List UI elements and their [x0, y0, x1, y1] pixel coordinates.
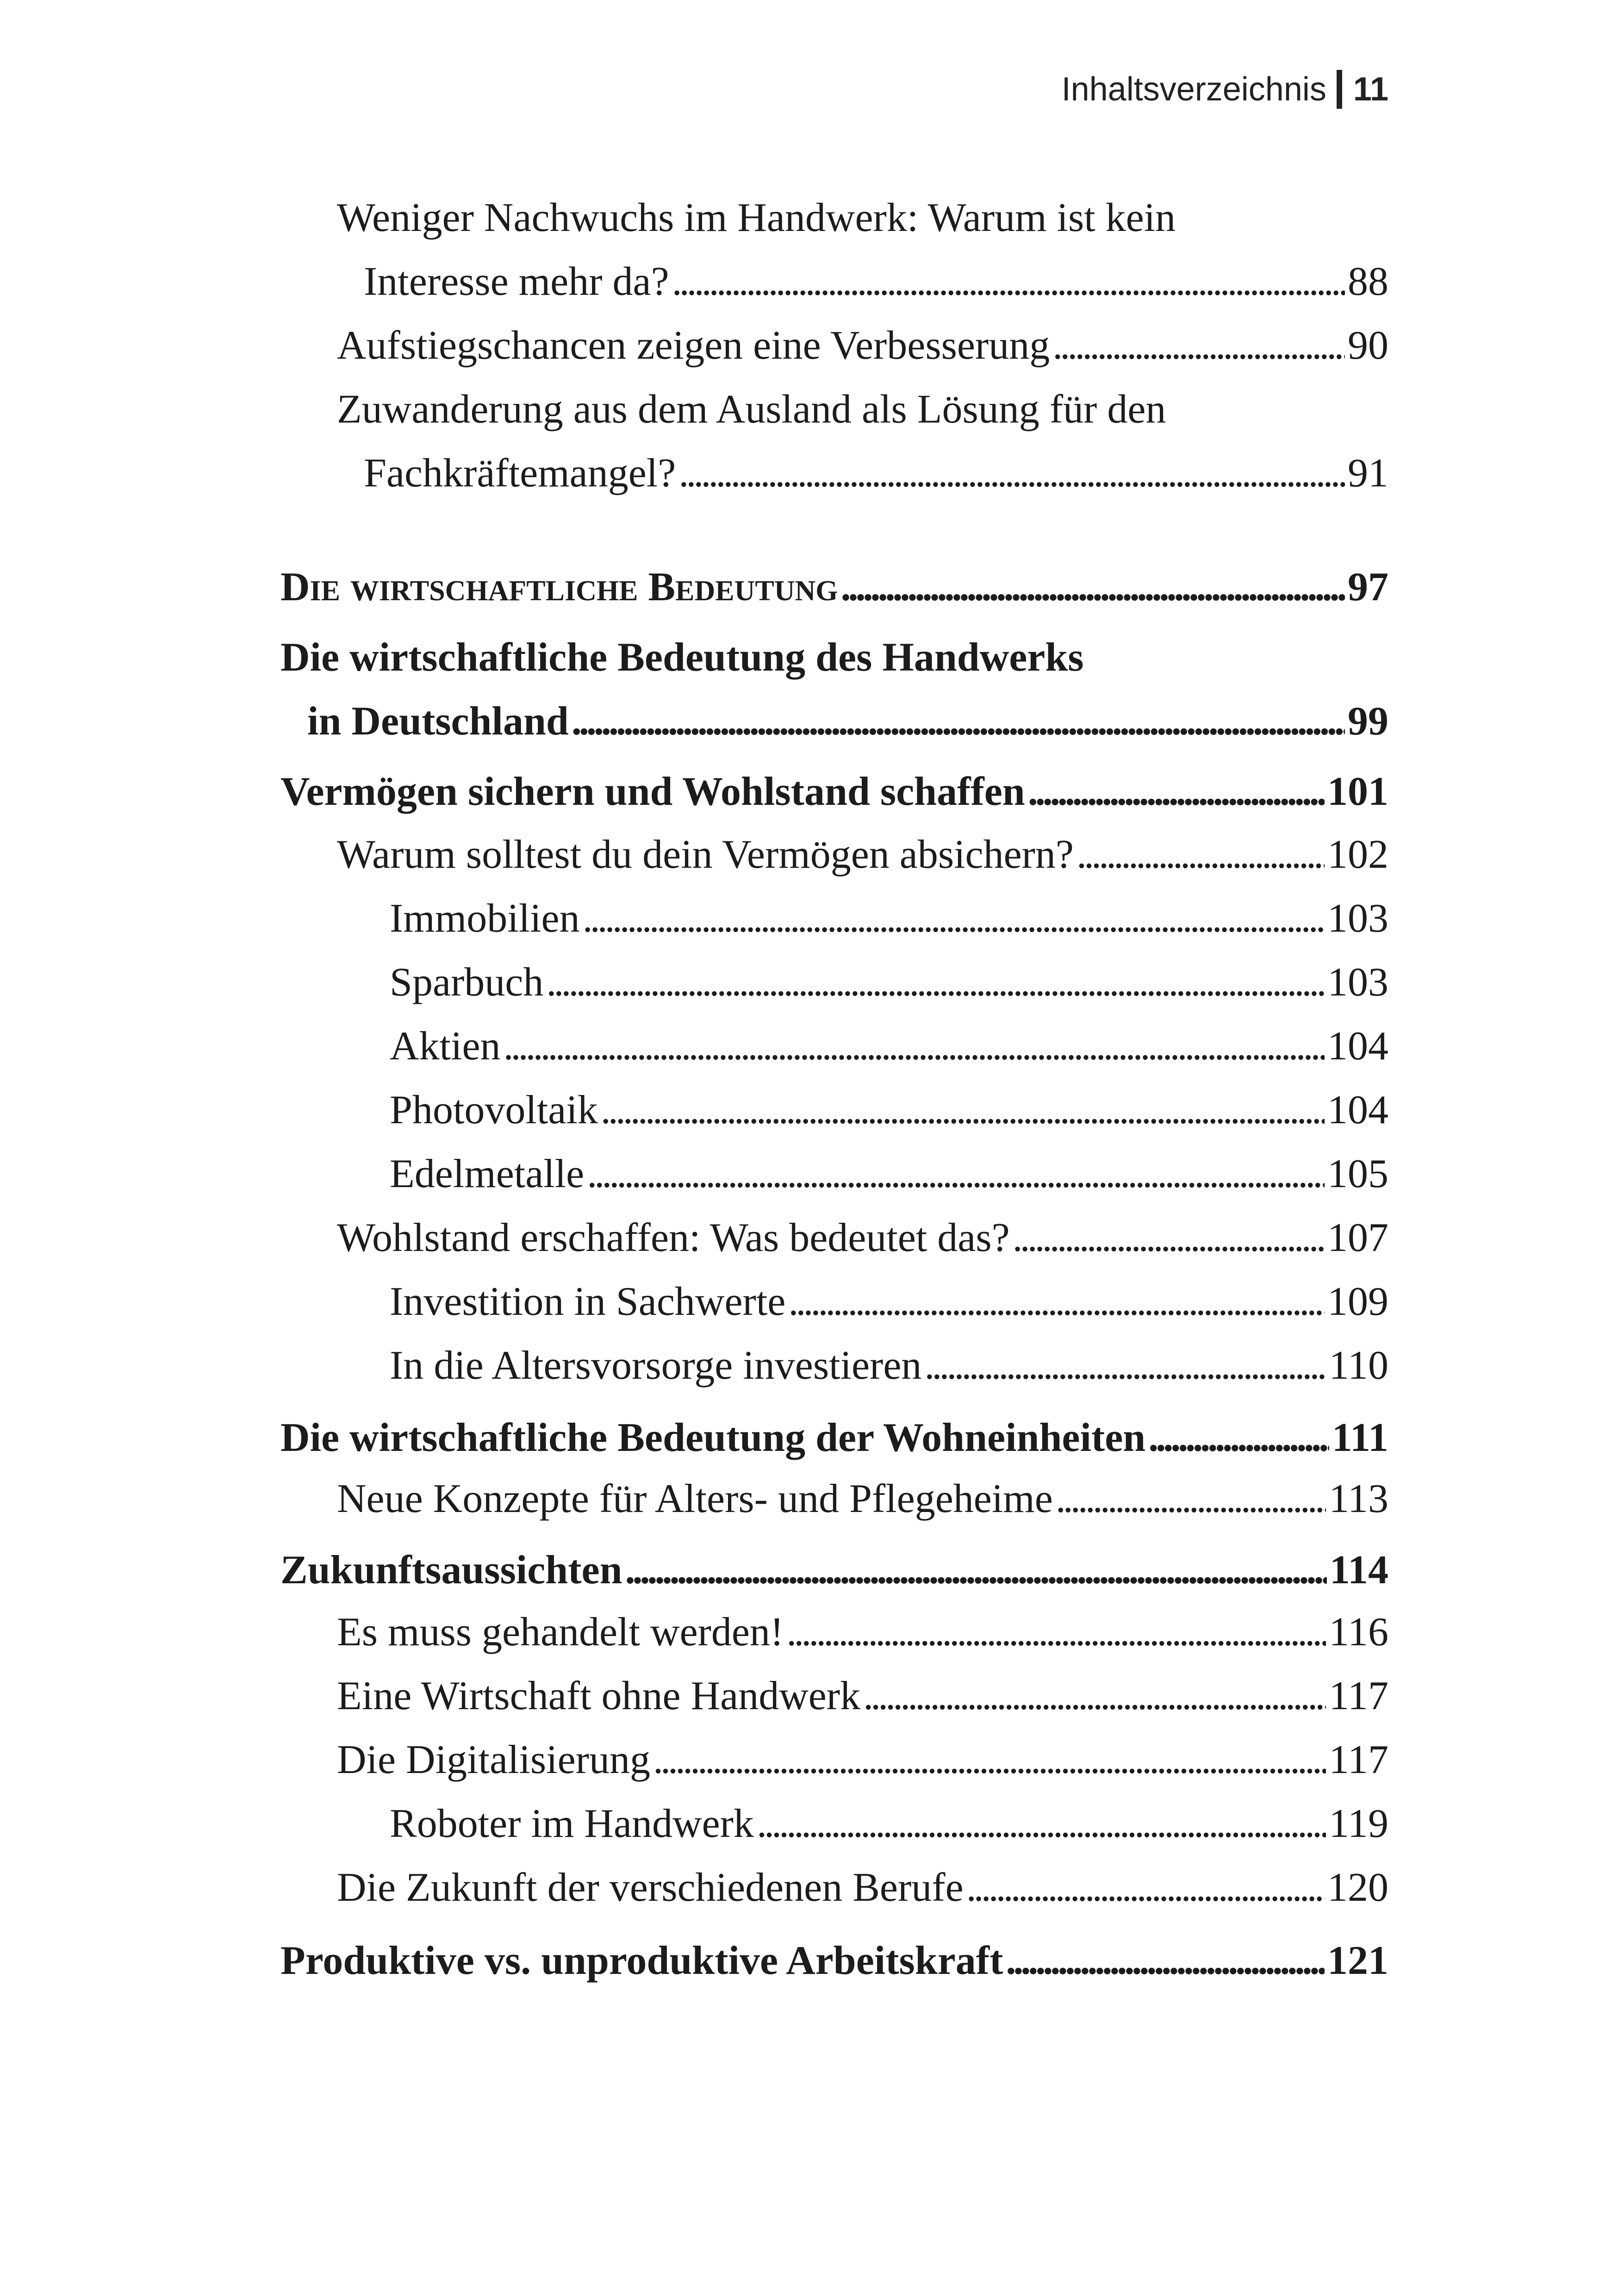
toc-entry[interactable] — [337, 322, 1388, 369]
toc-page-number: 113 — [1329, 1476, 1388, 1521]
dot-leader — [572, 698, 1345, 745]
toc-page-number: 104 — [1327, 1088, 1388, 1132]
toc-entry-title: Die wirtschaftliche Bedeutung der Wohneinheiten — [280, 1415, 1146, 1460]
toc-entry[interactable] — [337, 1214, 1388, 1261]
toc-page-number: 111 — [1332, 1415, 1388, 1460]
dot-leader — [841, 564, 1345, 610]
toc-subentry[interactable] — [390, 895, 1388, 942]
toc-entry-title: Fachkräftemangel? — [364, 451, 676, 496]
dot-leader — [1006, 1937, 1325, 1984]
toc-entry-title: Die wirtschaftliche Bedeutung — [280, 565, 838, 610]
dot-leader — [583, 895, 1325, 942]
toc-subentry[interactable] — [390, 1342, 1388, 1389]
toc-entry-title: Interesse mehr da? — [364, 259, 669, 304]
dot-leader — [788, 1278, 1325, 1325]
toc-entry[interactable] — [337, 1609, 1388, 1655]
toc-entry-title: Es muss gehandelt werden! — [337, 1610, 784, 1655]
toc-entry-line[interactable]: Zuwanderung aus dem Ausland als Lösung für den — [337, 387, 1166, 432]
toc-entry-line[interactable]: Die wirtschaftliche Bedeutung des Handwerks — [280, 635, 1084, 680]
toc-chapter[interactable] — [307, 698, 1388, 745]
toc-page-number: 101 — [1327, 769, 1388, 814]
toc-entry-title: Die Zukunft der verschiedenen Berufe — [337, 1865, 964, 1910]
header-title: Inhaltsverzeichnis — [1061, 71, 1326, 108]
toc-page-number: 116 — [1329, 1610, 1388, 1655]
dot-leader — [863, 1673, 1326, 1719]
dot-leader — [786, 1609, 1326, 1655]
toc-page-number: 103 — [1327, 896, 1388, 941]
toc-page-number: 99 — [1348, 699, 1388, 744]
dot-leader — [653, 1736, 1326, 1783]
dot-leader — [1013, 1214, 1325, 1261]
toc-page-number: 120 — [1327, 1865, 1388, 1910]
toc-chapter[interactable] — [280, 1414, 1388, 1461]
dot-leader — [1077, 831, 1325, 878]
toc-subentry[interactable] — [390, 1023, 1388, 1070]
toc-part-heading[interactable] — [280, 564, 1388, 610]
dot-leader — [924, 1342, 1326, 1389]
header-page-number: 11 — [1353, 71, 1388, 108]
toc-entry-title: Edelmetalle — [390, 1151, 585, 1196]
toc-entry-title: Produktive vs. unproduktive Arbeitskraft — [280, 1938, 1003, 1983]
toc-entry-title: Aktien — [390, 1024, 501, 1069]
toc-entry-title: Investition in Sachwerte — [390, 1279, 786, 1324]
toc-page-number: 97 — [1348, 565, 1388, 610]
toc-page-number: 105 — [1327, 1151, 1388, 1196]
toc-entry-title: Wohlstand erschaffen: Was bedeutet das? — [337, 1215, 1010, 1260]
toc-page-number: 104 — [1327, 1024, 1388, 1069]
toc-entry-title: Aufstiegschancen zeigen eine Verbesserung — [337, 323, 1050, 368]
dot-leader — [1052, 322, 1345, 369]
dot-leader — [504, 1023, 1325, 1070]
toc-entry-title: Roboter im Handwerk — [390, 1801, 754, 1846]
toc-subentry[interactable] — [390, 1800, 1388, 1847]
toc-entry[interactable] — [364, 258, 1388, 305]
dot-leader — [1148, 1414, 1329, 1461]
dot-leader — [757, 1800, 1326, 1847]
toc-entry-title: Die Digitalisierung — [337, 1737, 650, 1782]
toc-subentry[interactable] — [390, 1278, 1388, 1325]
toc-entry-line[interactable]: Weniger Nachwuchs im Handwerk: Warum ist kein — [337, 195, 1176, 240]
toc-entry-title: Vermögen sichern und Wohlstand schaffen — [280, 769, 1025, 814]
toc-entry[interactable] — [337, 1673, 1388, 1719]
toc-entry-title: Photovoltaik — [390, 1088, 598, 1132]
toc-page-number: 91 — [1348, 451, 1388, 496]
toc-subentry[interactable] — [390, 1087, 1388, 1133]
toc-entry[interactable] — [337, 1736, 1388, 1783]
toc-page-number: 110 — [1329, 1343, 1388, 1388]
toc-entry-title: in Deutschland — [307, 699, 569, 744]
toc-entry-title: Warum solltest du dein Vermögen absichern? — [337, 832, 1074, 877]
dot-leader — [1028, 768, 1325, 815]
toc-chapter[interactable] — [280, 1547, 1388, 1593]
toc-entry-title: Sparbuch — [390, 960, 544, 1005]
toc-page-number: 119 — [1329, 1801, 1388, 1846]
toc-page-number: 117 — [1329, 1674, 1388, 1718]
dot-leader — [1056, 1475, 1326, 1522]
toc-page-number: 103 — [1327, 960, 1388, 1005]
toc-entry[interactable] — [337, 1475, 1388, 1522]
toc-page-number: 107 — [1327, 1215, 1388, 1260]
dot-leader — [625, 1547, 1327, 1593]
toc-entry-title: Immobilien — [390, 896, 580, 941]
toc-chapter[interactable] — [280, 1937, 1388, 1984]
toc-chapter[interactable] — [280, 768, 1388, 815]
toc-page-number: 117 — [1329, 1737, 1388, 1782]
toc-page-number: 114 — [1329, 1548, 1388, 1593]
toc-page-number: 109 — [1327, 1279, 1388, 1324]
toc-entry-title: Eine Wirtschaft ohne Handwerk — [337, 1674, 861, 1718]
dot-leader — [672, 258, 1345, 305]
toc-page-number: 121 — [1327, 1938, 1388, 1983]
toc-subentry[interactable] — [390, 1151, 1388, 1197]
toc-entry[interactable] — [337, 1864, 1388, 1911]
toc-entry[interactable] — [364, 450, 1388, 497]
dot-leader — [546, 959, 1325, 1006]
dot-leader — [601, 1087, 1325, 1133]
dot-leader — [678, 450, 1345, 497]
toc-subentry[interactable] — [390, 959, 1388, 1006]
toc-entry-title: Zukunftsaussichten — [280, 1548, 622, 1593]
toc-entry-title: Neue Konzepte für Alters- und Pflegeheime — [337, 1476, 1053, 1521]
dot-leader — [587, 1151, 1325, 1197]
dot-leader — [966, 1864, 1325, 1911]
toc-page-number: 90 — [1348, 323, 1388, 368]
toc-entry-title: In die Altersvorsorge investieren — [390, 1343, 922, 1388]
toc-page-number: 102 — [1327, 832, 1388, 877]
toc-entry[interactable] — [337, 831, 1388, 878]
toc-page-number: 88 — [1348, 259, 1388, 304]
